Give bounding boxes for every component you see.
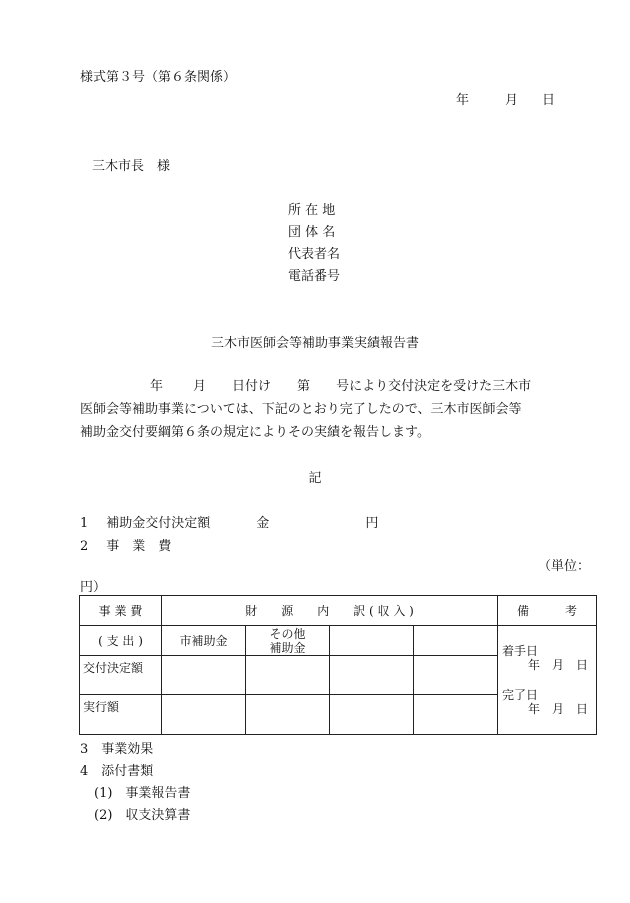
col-zaigen: 財 源 内 訳 ( 収 入 ) (162, 596, 498, 626)
start-label: 着手日 (502, 644, 539, 658)
representative-label: 代表者名 (288, 247, 341, 262)
row-actual-label: 実行額 (80, 695, 162, 735)
body-text (80, 375, 531, 444)
cell-actual-other[interactable] (246, 695, 330, 735)
start-date: 年 月 日 (528, 658, 589, 672)
sub-city-grant: 市補助金 (162, 626, 246, 656)
cell-decision-city[interactable] (162, 656, 246, 695)
date-day: 日 (542, 93, 556, 108)
unit-label: （単位： (538, 559, 591, 574)
body-line-2: 医師会等補助事業については、下記のとおり完了したので、三木市医師会等 (80, 402, 522, 417)
col-shishutsu: ( 支 出 ) (80, 626, 162, 656)
sub-blank-1 (330, 626, 414, 656)
end-label: 完了日 (502, 688, 539, 702)
item-project-effect: 3 事業効果 (80, 742, 154, 757)
address-label: 所 在 地 (288, 203, 336, 218)
col-jigyohi: 事 業 費 (80, 596, 162, 626)
report-date (456, 89, 555, 108)
end-date: 年 月 日 (528, 702, 589, 716)
ki-heading: 記 (308, 471, 322, 486)
body-line-1: 年 月 日付け 第 号により交付決定を受けた三木市 (150, 379, 532, 394)
item-grant-amount: 1 補助金交付決定額 金 円 (80, 516, 379, 531)
sender-block (288, 200, 340, 288)
item-project-cost: 2 事 業 費 (80, 539, 172, 554)
document-title: 三木市医師会等補助事業実績報告書 (210, 336, 419, 351)
cell-decision-other[interactable] (246, 656, 330, 695)
cell-actual-blank-2[interactable] (414, 695, 498, 735)
item-attachments: 4 添付書類 (80, 764, 154, 779)
date-month: 月 (505, 93, 519, 108)
date-year: 年 (456, 93, 470, 108)
row-decision-label: 交付決定額 (80, 656, 162, 695)
cell-actual-blank-1[interactable] (330, 695, 414, 735)
addressee: 三木市長 様 (92, 159, 171, 174)
attachment-report: (1) 事業報告書 (94, 786, 191, 801)
sub-other-grant: その他 補助金 (246, 626, 330, 656)
bikou-cell (498, 626, 597, 735)
body-line-3: 補助金交付要綱第６条の規定によりその実績を報告します。 (80, 425, 430, 440)
org-name-label: 団 体 名 (288, 225, 336, 240)
cell-decision-blank-1[interactable] (330, 656, 414, 695)
cell-decision-blank-2[interactable] (414, 656, 498, 695)
attachment-settlement: (2) 収支決算書 (94, 808, 191, 823)
budget-table (79, 595, 597, 735)
unit-label-cont: 円） (80, 580, 107, 595)
form-number: 様式第３号（第６条関係） (80, 70, 237, 85)
sub-blank-2 (414, 626, 498, 656)
col-bikou: 備 考 (498, 596, 597, 626)
cell-actual-city[interactable] (162, 695, 246, 735)
phone-label: 電話番号 (288, 269, 341, 284)
